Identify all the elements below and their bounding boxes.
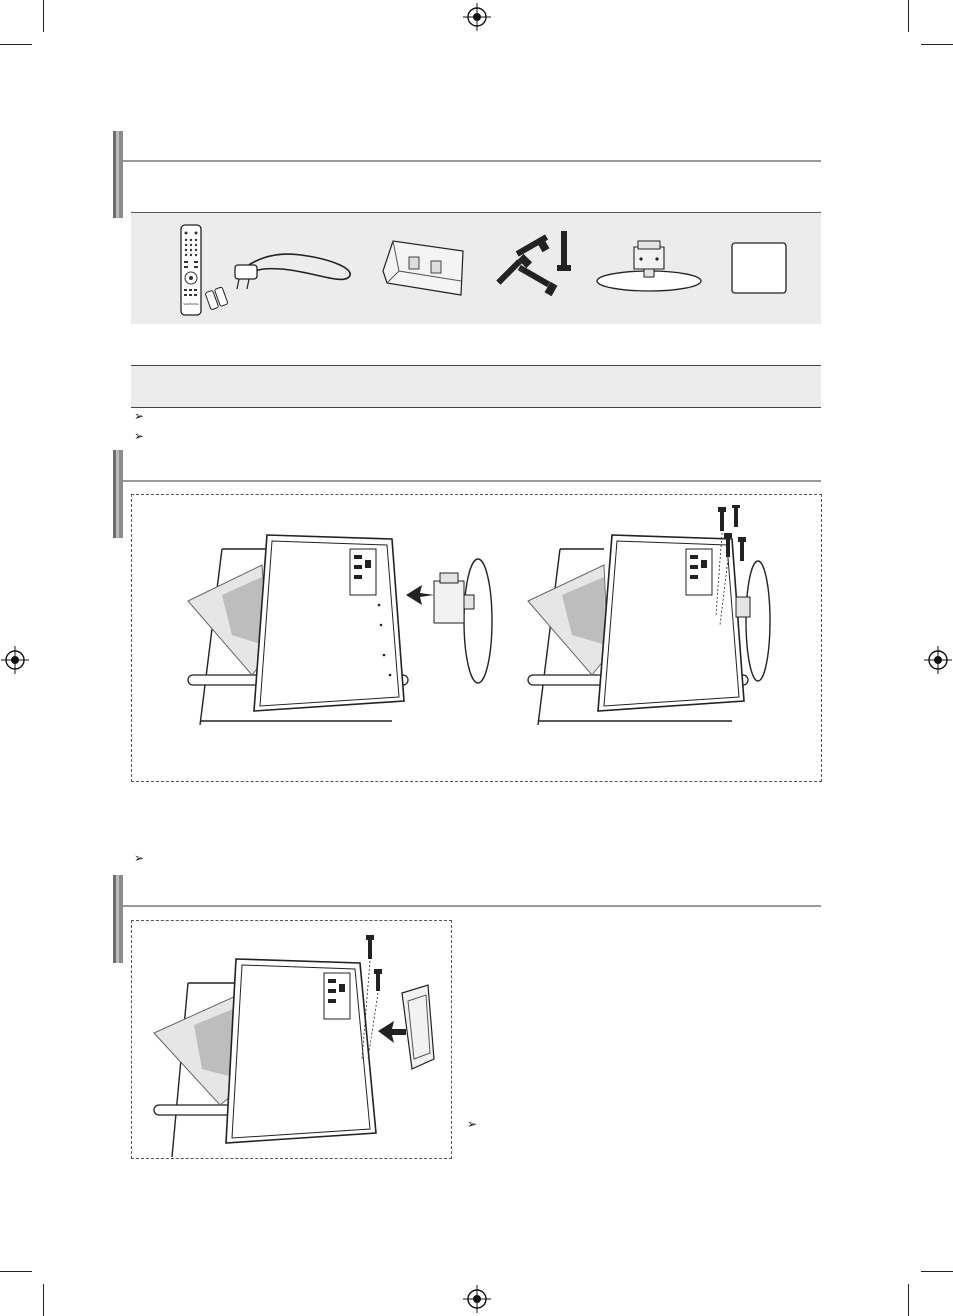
crop-mark-br-v [908, 1284, 909, 1316]
registration-mark-right-icon [924, 646, 952, 674]
crop-mark-bl-h [0, 1271, 32, 1272]
section-rule-stand-cover [123, 905, 821, 907]
illustration-box-stand [131, 494, 822, 782]
note-bullet-3-icon: ➢ [134, 851, 145, 865]
cloth-icon [726, 239, 790, 297]
crop-mark-tr-v [908, 0, 909, 32]
crop-mark-bl-v [43, 1284, 44, 1316]
illustration-box-cover [131, 920, 452, 1159]
registration-mark-top-icon [463, 3, 491, 31]
remote-brand-label: SAMSUNG [183, 302, 199, 306]
crop-mark-br-h [921, 1271, 953, 1272]
section-bar-stand-assembly [113, 450, 123, 538]
cover-icon [379, 233, 471, 301]
section-rule-stand-assembly [123, 480, 821, 482]
registration-mark-left-icon [1, 646, 29, 674]
note-bullet-2-icon: ➢ [134, 429, 145, 443]
note-bullet-4-icon: ➢ [467, 1117, 478, 1131]
note-bullet-1-icon: ➢ [134, 409, 145, 423]
remote-icon [177, 223, 237, 319]
crop-mark-tl-h [0, 44, 32, 45]
monitor-cover-figure-icon [150, 929, 446, 1157]
crop-mark-tl-v [43, 0, 44, 32]
registration-mark-bottom-icon [463, 1285, 491, 1313]
section-bar-accessories [113, 131, 123, 218]
section-bar-stand-cover [113, 875, 123, 963]
accessory-panel [131, 212, 821, 324]
section-rule-accessories [123, 160, 821, 162]
crop-mark-tr-h [921, 44, 953, 45]
monitor-stand-figure-1-icon [182, 525, 502, 725]
stand-icon [594, 235, 704, 295]
screw-icon [491, 229, 581, 307]
monitor-stand-figure-2-icon [522, 505, 822, 725]
note-bar [131, 365, 821, 408]
power-cord-icon [231, 241, 361, 291]
